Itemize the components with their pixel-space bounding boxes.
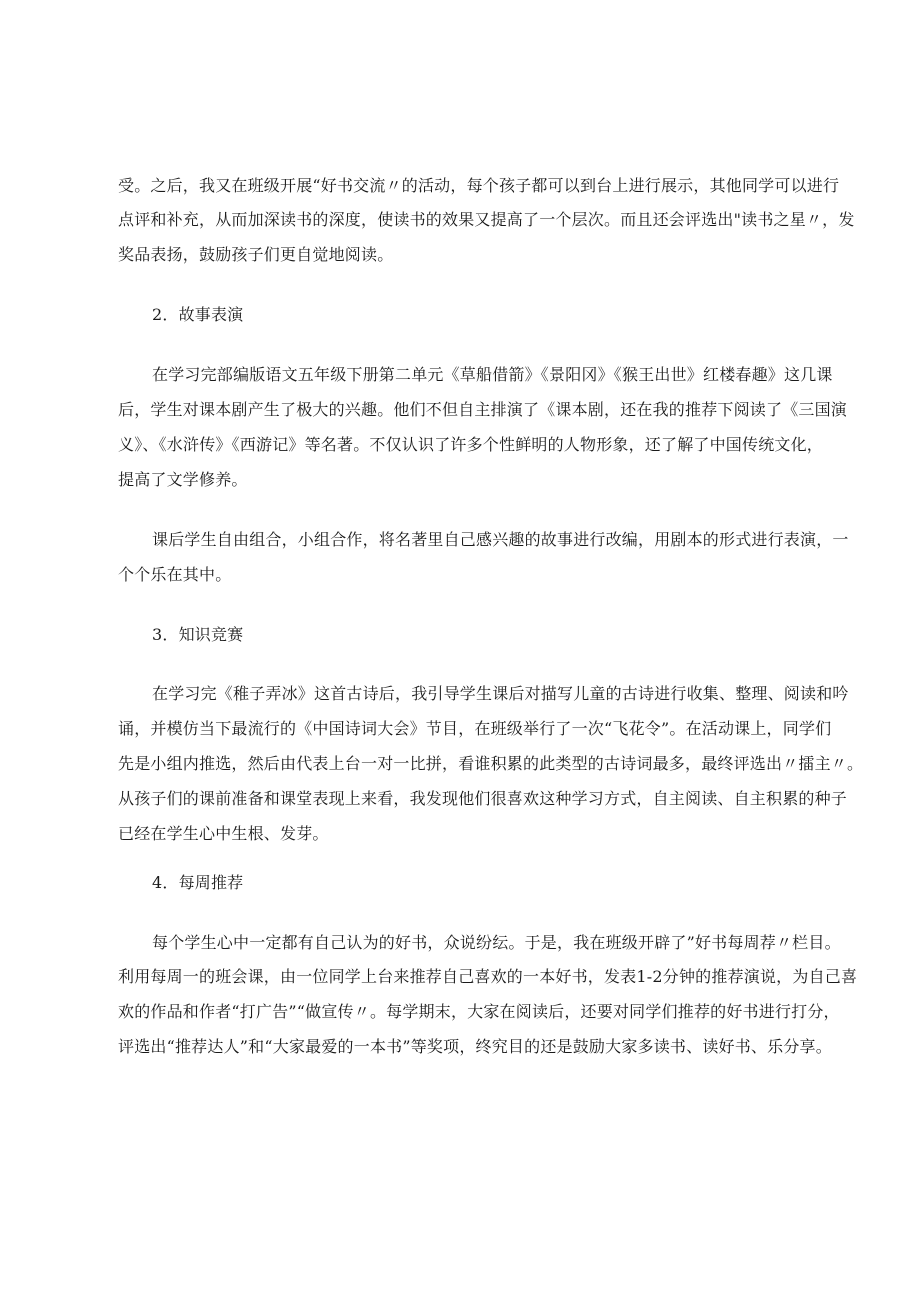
paragraph-line: 评选出“推荐达人”和“大家最爱的一本书”等奖项，终究目的还是鼓励大家多读书、读好书、乐分享。: [118, 1037, 832, 1056]
paragraph-line: 提高了文学修养。: [118, 470, 248, 489]
section-heading-weekly-recommendation: 4．每周推荐: [152, 873, 244, 892]
paragraph-line: 在学习完《稚子弄冰》这首古诗后，我引导学生课后对描写儿童的古诗进行收集、整理、阅读和吟: [152, 684, 849, 703]
paragraph-line: 点评和补充，从而加深读书的深度，使读书的效果又提高了一个层次。而且还会评选出"读书之星〃，发: [118, 210, 855, 229]
paragraph-line: 后，学生对课本剧产生了极大的兴趣。他们不但自主排演了《课本剧，还在我的推荐下阅读了《三国演: [118, 400, 848, 419]
paragraph-line: 诵，并模仿当下最流行的《中国诗词大会》节目，在班级举行了一次“飞花令”。在活动课上，同学们: [118, 719, 832, 738]
paragraph-line: 欢的作品和作者“打广告”“做宣传〃。每学期末，大家在阅读后，还要对同学们推荐的好书进行打分，: [118, 1002, 840, 1021]
paragraph-line: 从孩子们的课前准备和课堂表现上来看，我发现他们很喜欢这种学习方式，自主阅读、自主积累的种子: [118, 789, 848, 808]
section-heading-knowledge-contest: 3．知识竞赛: [152, 625, 244, 644]
paragraph-line: 每个学生心中一定都有自己认为的好书，众说纷纭。于是，我在班级开辟了”好书每周荐〃栏目。: [152, 933, 841, 952]
section-heading-story-performance: 2．故事表演: [152, 305, 244, 324]
paragraph-line: 先是小组内推选，然后由代表上台一对一比拼，看谁积累的此类型的古诗词最多，最终评选出〃擂主〃。: [118, 754, 864, 773]
paragraph-line: 课后学生自由组合，小组合作，将名著里自己感兴趣的故事进行改编，用剧本的形式进行表演，一: [152, 530, 849, 549]
paragraph-line: 个个乐在其中。: [118, 565, 232, 584]
paragraph-line: 已经在学生心中生根、发芽。: [118, 824, 329, 843]
paragraph-line: 利用每周一的班会课，由一位同学上台来推荐自己喜欢的一本好书，发表1-2分钟的推荐演说，为自己喜: [118, 967, 858, 986]
paragraph-line: 奖品表扬，鼓励孩子们更自觉地阅读。: [118, 245, 394, 264]
paragraph-line: 义》、《水浒传》《西游记》等名著。不仅认识了许多个性鲜明的人物形象，还了解了中国传统文化，: [118, 435, 824, 454]
paragraph-line: 受。之后，我又在班级开展“好书交流〃的活动，每个孩子都可以到台上进行展示，其他同学可以进行: [118, 176, 840, 195]
paragraph-line: 在学习完部编版语文五年级下册第二单元《草船借箭》《景阳冈》《猴王出世》红楼春趣》这几课: [152, 365, 833, 384]
